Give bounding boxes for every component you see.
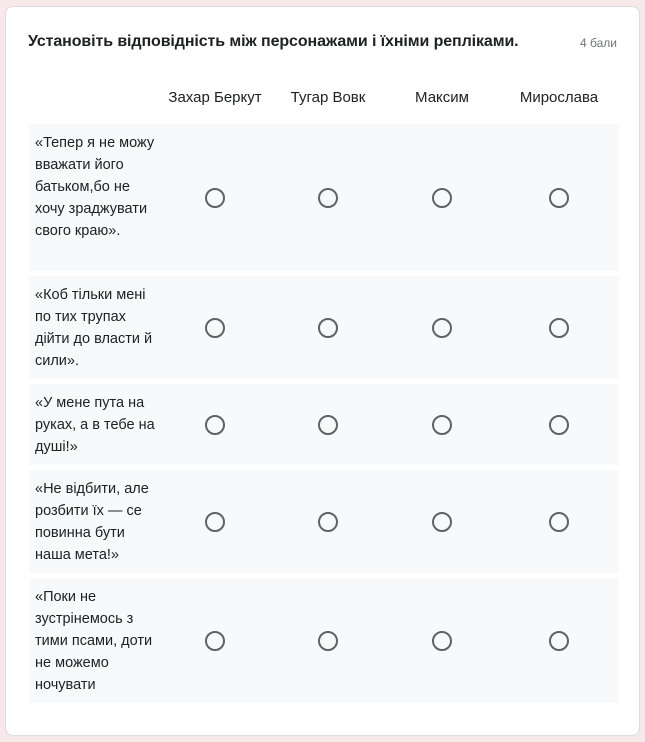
radio-row2-maksym[interactable] bbox=[432, 318, 452, 338]
row-label-1: «Тепер я не можу вважати його батьком,бо не хочу зраджувати свого краю». bbox=[35, 135, 155, 239]
radio-row1-myroslava[interactable] bbox=[549, 188, 569, 208]
radio-row3-tugar-vovk[interactable] bbox=[318, 415, 338, 435]
radio-row1-zakhar-berkut[interactable] bbox=[205, 188, 225, 208]
radio-row3-zakhar-berkut[interactable] bbox=[205, 415, 225, 435]
row-label-2: «Коб тільки мені по тих трупах дійти до власти й сили». bbox=[35, 287, 153, 369]
question-title: Установіть відповідність між персонажами і їхніми репліками. bbox=[28, 33, 519, 50]
row-label-3: «У мене пута на руках, а в тебе на душі!» bbox=[35, 395, 155, 455]
radio-row4-myroslava[interactable] bbox=[549, 512, 569, 532]
radio-row5-maksym[interactable] bbox=[432, 631, 452, 651]
question-card bbox=[5, 6, 640, 736]
radio-row4-tugar-vovk[interactable] bbox=[318, 512, 338, 532]
radio-row3-myroslava[interactable] bbox=[549, 415, 569, 435]
column-header-myroslava: Мирослава bbox=[519, 89, 599, 106]
radio-row5-myroslava[interactable] bbox=[549, 631, 569, 651]
column-header-zakhar-berkut: Захар Беркут bbox=[168, 89, 262, 106]
radio-row5-tugar-vovk[interactable] bbox=[318, 631, 338, 651]
radio-row1-tugar-vovk[interactable] bbox=[318, 188, 338, 208]
radio-row2-zakhar-berkut[interactable] bbox=[205, 318, 225, 338]
row-label-4: «Не відбити, але розбити їх — се повинна бути наша мета!» bbox=[35, 481, 149, 563]
points-label: 4 бали bbox=[580, 36, 617, 50]
radio-row1-maksym[interactable] bbox=[432, 188, 452, 208]
column-header-tugar-vovk: Тугар Вовк bbox=[290, 89, 366, 106]
radio-row3-maksym[interactable] bbox=[432, 415, 452, 435]
column-header-maksym: Максим bbox=[415, 89, 469, 106]
radio-row4-zakhar-berkut[interactable] bbox=[205, 512, 225, 532]
radio-row5-zakhar-berkut[interactable] bbox=[205, 631, 225, 651]
radio-row4-maksym[interactable] bbox=[432, 512, 452, 532]
radio-row2-tugar-vovk[interactable] bbox=[318, 318, 338, 338]
radio-row2-myroslava[interactable] bbox=[549, 318, 569, 338]
row-label-5: «Поки не зустрінемось з тими псами, доти не можемо ночувати bbox=[35, 589, 153, 693]
